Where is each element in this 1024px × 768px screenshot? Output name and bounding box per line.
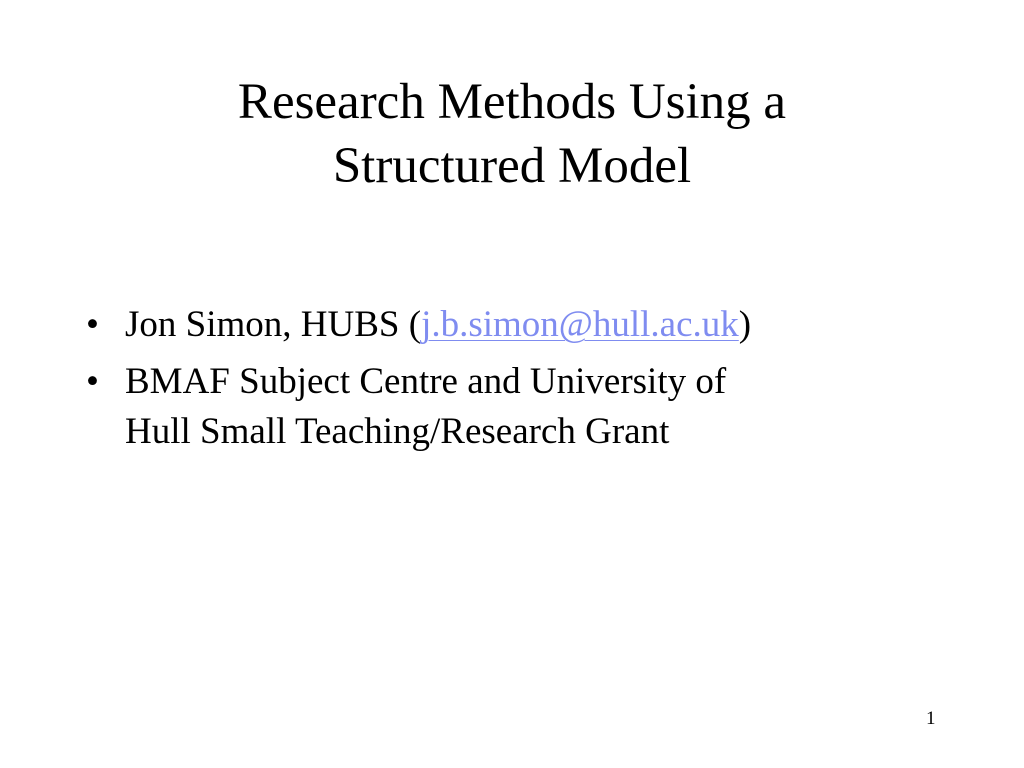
author-prefix: Jon Simon, HUBS ( xyxy=(125,304,422,345)
page-number: 1 xyxy=(926,708,936,729)
bullet-icon: • xyxy=(86,361,99,402)
grant-line-1: BMAF Subject Centre and University of xyxy=(125,361,727,402)
bullet-item-grant xyxy=(86,357,946,457)
bullet-icon: • xyxy=(86,304,99,345)
grant-line-2: Hull Small Teaching/Research Grant xyxy=(125,411,670,452)
author-suffix: ) xyxy=(738,304,752,345)
slide-title-line-1: Research Methods Using a xyxy=(237,74,787,130)
bullet-item-author xyxy=(86,300,946,350)
bullet-list xyxy=(86,300,946,464)
author-email-link[interactable]: j.b.simon@hull.ac.uk xyxy=(421,304,739,345)
slide-title xyxy=(80,70,944,198)
slide-title-line-2: Structured Model xyxy=(332,138,692,194)
